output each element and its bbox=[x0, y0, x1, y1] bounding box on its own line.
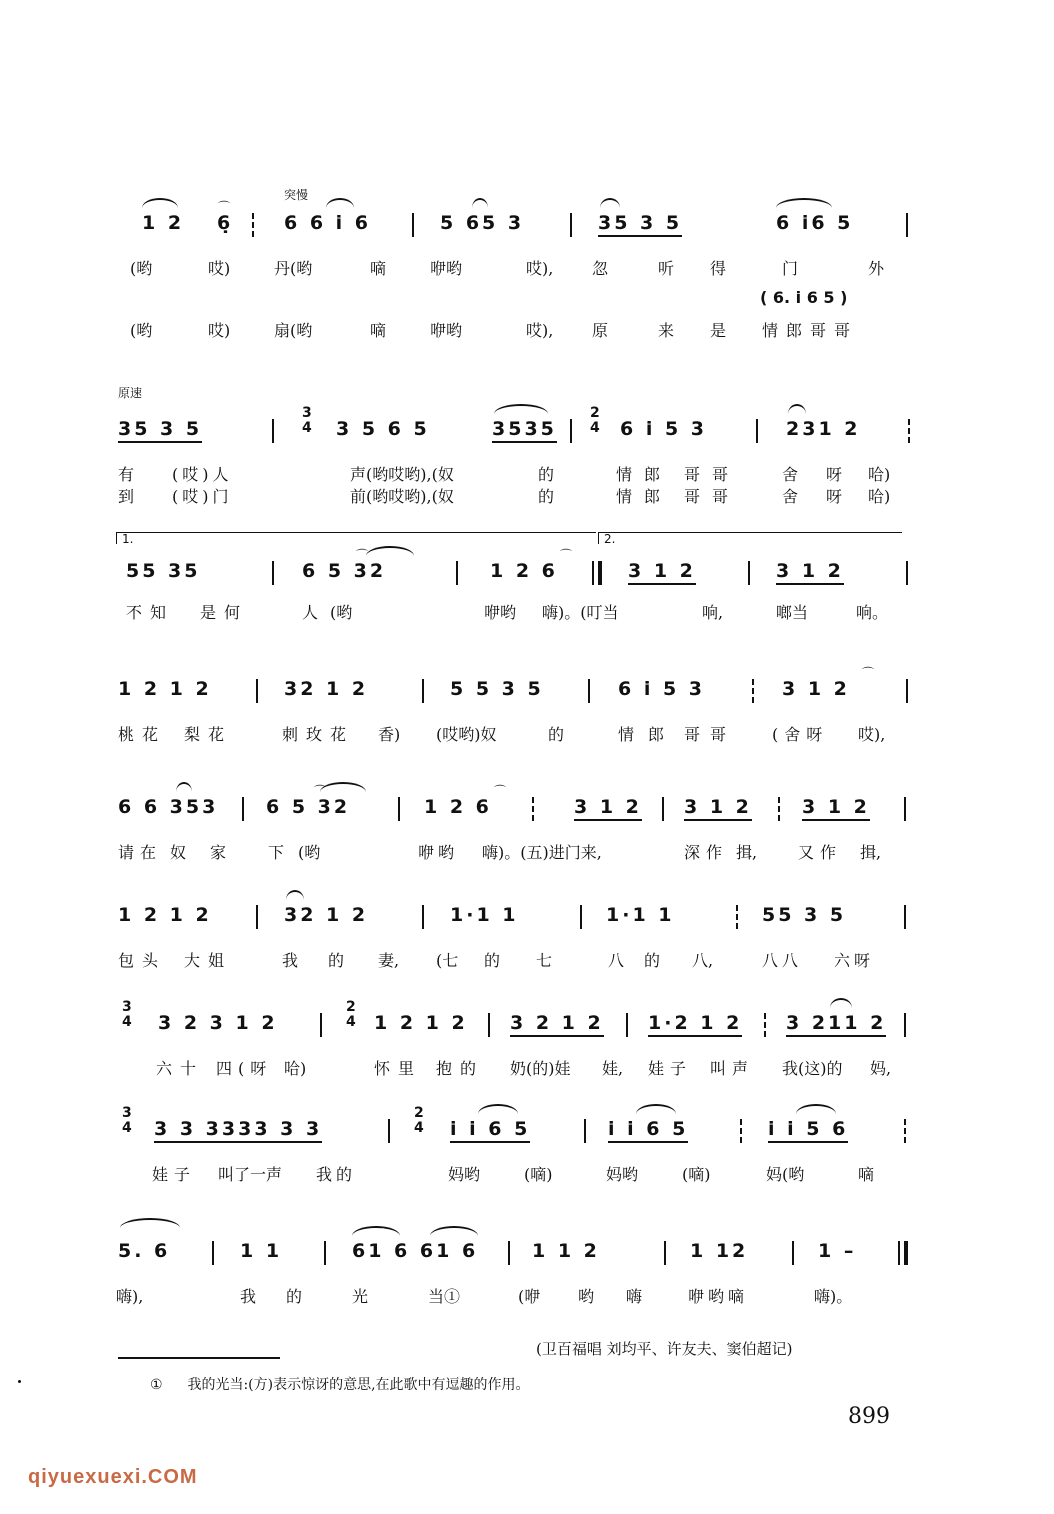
barline bbox=[508, 1241, 510, 1265]
barline bbox=[756, 419, 758, 443]
lyric: 的 bbox=[286, 1287, 303, 1306]
lyric: 娃, bbox=[602, 1059, 624, 1078]
lyric: 情郎 bbox=[616, 487, 673, 506]
barline bbox=[412, 213, 414, 237]
notation-row bbox=[112, 1105, 912, 1146]
lyrics-verse-1 bbox=[112, 600, 932, 622]
lyric: (七 bbox=[436, 951, 459, 970]
lyric: 得 bbox=[710, 259, 727, 278]
lyric: 哎), bbox=[858, 725, 886, 744]
notes-measure: 1 2 1 2 bbox=[118, 678, 212, 700]
notation-row bbox=[112, 405, 912, 446]
notes-measure: 6 i 5 3 bbox=[618, 678, 706, 700]
notation-row bbox=[112, 999, 912, 1040]
time-signature: 2 4 bbox=[414, 1105, 424, 1136]
lyric: 情郎哥哥 bbox=[762, 321, 859, 340]
lyric: 哎), bbox=[526, 259, 554, 278]
notes-measure: 1 2 6 bbox=[490, 560, 558, 582]
lyric: 嘀 bbox=[370, 321, 387, 340]
notes-measure: 5. 6 bbox=[118, 1240, 171, 1262]
lyric: 奴 bbox=[170, 843, 187, 862]
lyric: 是何 bbox=[200, 603, 249, 622]
lyric: (舍呀 bbox=[772, 725, 829, 744]
notes-measure: 35 3 5 bbox=[118, 418, 202, 443]
notes-measure: 35 3 5 bbox=[598, 212, 682, 237]
lyric: (哟 bbox=[298, 843, 321, 862]
lyric: 呀 bbox=[826, 487, 843, 506]
fermata-icon: ⌒ bbox=[560, 548, 573, 562]
notes-measure: 3 211 2 bbox=[786, 1012, 886, 1037]
lyric: 妈(哟 bbox=[766, 1165, 805, 1184]
volta-hook bbox=[116, 532, 117, 544]
lyric: 丹(哟 bbox=[274, 259, 313, 278]
lyric: 哈) bbox=[868, 465, 891, 484]
barline-dashed bbox=[908, 419, 910, 443]
lyric: 嗨 bbox=[626, 1287, 643, 1306]
lyric: 有 bbox=[118, 465, 135, 484]
lyric: 奶(的)娃 bbox=[510, 1059, 571, 1078]
notes-measure: i i 6 5 bbox=[608, 1118, 688, 1143]
lyric: 人 bbox=[302, 603, 319, 622]
lyric: 叫声 bbox=[710, 1059, 755, 1078]
lyric: (哟 bbox=[130, 259, 153, 278]
notes-measure: i i 5 6 bbox=[768, 1118, 848, 1143]
lyric: 门 bbox=[782, 259, 799, 278]
lyric: 来 bbox=[658, 321, 675, 340]
site-watermark: qiyuexuexi.COM bbox=[28, 1466, 198, 1488]
tempo-mark-original: 原速 bbox=[118, 386, 143, 400]
lyric: 的 bbox=[644, 951, 661, 970]
notes-measure: 32 1 2 bbox=[284, 904, 369, 926]
lyric: 八, bbox=[692, 951, 714, 970]
notes-measure: 1 12 bbox=[690, 1240, 749, 1262]
lyric: 咿哟 bbox=[430, 259, 463, 278]
footnote-text: 我的光当:(方)表示惊讶的意思,在此歌中有逗趣的作用。 bbox=[187, 1377, 530, 1393]
volta-2-label: 2. bbox=[604, 532, 616, 546]
barline bbox=[588, 679, 590, 703]
lyric: 哈) bbox=[284, 1059, 307, 1078]
notation-row bbox=[112, 784, 912, 824]
lyric: 咿哟 bbox=[484, 603, 517, 622]
barline bbox=[388, 1119, 390, 1143]
barline bbox=[662, 797, 664, 821]
notes-measure: 6 5 32 bbox=[302, 560, 387, 582]
notes-measure: 61 6 61 6 bbox=[352, 1240, 479, 1262]
lyrics-verse-1 bbox=[112, 722, 932, 744]
notes-measure: 3 1 2 bbox=[574, 796, 642, 821]
lyric: 前(哟哎哟),(奴 bbox=[350, 487, 454, 506]
tempo-mark-sudden-slow: 突慢 bbox=[284, 188, 309, 202]
barline bbox=[320, 1013, 322, 1037]
lyric: (哟 bbox=[130, 321, 153, 340]
slur bbox=[600, 198, 620, 208]
lyric: (嘀) bbox=[524, 1165, 553, 1184]
lyric: 我 bbox=[240, 1287, 257, 1306]
lyric: 外 bbox=[868, 259, 885, 278]
lyric: 哎), bbox=[526, 321, 554, 340]
notes-measure: 1·2 1 2 bbox=[648, 1012, 742, 1037]
time-signature: 3 4 bbox=[302, 405, 312, 436]
lyric: 妻, bbox=[378, 951, 400, 970]
barline-dashed bbox=[532, 797, 534, 821]
lyric: 的 bbox=[548, 725, 565, 744]
lyric: 不知 bbox=[126, 603, 175, 622]
barline bbox=[422, 905, 424, 929]
slur bbox=[636, 1104, 676, 1114]
barline bbox=[748, 561, 750, 585]
notes-measure: 6̣ bbox=[217, 212, 234, 234]
slur bbox=[120, 1218, 180, 1228]
barline bbox=[272, 419, 274, 443]
notes-measure: 55 35 bbox=[126, 560, 201, 582]
lyric: 梨花 bbox=[184, 725, 233, 744]
lyric: 又作 bbox=[798, 843, 843, 862]
alt-notes: ( 6. i 6 5 ) bbox=[760, 288, 848, 307]
notes-measure: 6 i 5 3 bbox=[620, 418, 708, 440]
barline bbox=[906, 561, 908, 585]
lyrics-verse-1 bbox=[112, 256, 932, 278]
lyric: 家 bbox=[210, 843, 227, 862]
slur bbox=[796, 1104, 836, 1114]
lyric: 嘀 bbox=[370, 259, 387, 278]
lyric: 刺玫花 bbox=[282, 725, 355, 744]
lyrics-verse-1 bbox=[112, 948, 932, 970]
barline bbox=[904, 905, 906, 929]
notes-measure: 6 i6 5 bbox=[776, 212, 854, 234]
lyric: 请在 bbox=[118, 843, 163, 862]
lyric: (哟 bbox=[330, 603, 353, 622]
lyric: 咿哟嘀 bbox=[688, 1287, 749, 1306]
lyric: 八八 bbox=[762, 951, 803, 970]
slur bbox=[776, 198, 832, 208]
footnote-marker: ① bbox=[150, 1377, 163, 1393]
lyric: 香) bbox=[378, 725, 401, 744]
slur bbox=[352, 1226, 400, 1236]
lyric: 响, bbox=[702, 603, 724, 622]
lyric: 我(这)的 bbox=[782, 1059, 843, 1078]
notes-measure: 1·1 1 bbox=[450, 904, 519, 926]
barline bbox=[584, 1119, 586, 1143]
lyric: 声(哟哎哟),(奴 bbox=[350, 465, 454, 484]
lyric: (嘀) bbox=[682, 1165, 711, 1184]
notes-measure: 1 2 6 bbox=[424, 796, 492, 818]
lyrics-verse-1 bbox=[112, 1056, 932, 1078]
footnote bbox=[150, 1374, 530, 1394]
lyrics-verse-1 bbox=[112, 1162, 932, 1184]
slur bbox=[472, 198, 488, 208]
lyric: 忽 bbox=[592, 259, 609, 278]
lyric: 大姐 bbox=[184, 951, 233, 970]
slur bbox=[176, 782, 192, 792]
lyric: 妈哟 bbox=[606, 1165, 639, 1184]
lyric: 舍 bbox=[782, 465, 799, 484]
barline bbox=[256, 679, 258, 703]
notes-measure: 6 5 32 bbox=[266, 796, 351, 818]
barline bbox=[570, 213, 572, 237]
lyric: (哎)人 bbox=[172, 465, 233, 484]
notes-measure: 6 6 i 6 bbox=[284, 212, 372, 234]
notes-measure: 3 3 3333 3 3 bbox=[154, 1118, 322, 1143]
barline bbox=[664, 1241, 666, 1265]
lyric: 的 bbox=[538, 465, 555, 484]
lyric: 的 bbox=[328, 951, 345, 970]
volta-bracket-2 bbox=[598, 532, 902, 533]
slur bbox=[142, 198, 178, 208]
notes-measure: 1 2 1 2 bbox=[374, 1012, 468, 1034]
final-barline bbox=[898, 1241, 900, 1265]
barline-dashed bbox=[736, 905, 738, 929]
barline bbox=[242, 797, 244, 821]
lyric: 光 bbox=[352, 1287, 369, 1306]
barline bbox=[904, 797, 906, 821]
fermata-icon: ⌒ bbox=[356, 548, 369, 562]
barline bbox=[398, 797, 400, 821]
notes-measure: 3 1 2 bbox=[802, 796, 870, 821]
lyric: 情 bbox=[618, 725, 635, 744]
lyric: 郎 bbox=[648, 725, 665, 744]
notes-measure: 3535 bbox=[492, 418, 557, 443]
lyric: 到 bbox=[118, 487, 135, 506]
transcription-credits: (卫百福唱 刘均平、许友夫、窦伯超记) bbox=[536, 1340, 793, 1358]
notation-row bbox=[112, 200, 912, 240]
lyric: (哎哟)奴 bbox=[436, 725, 497, 744]
lyric: 咿哟 bbox=[430, 321, 463, 340]
barline bbox=[456, 561, 458, 585]
barline-dashed bbox=[764, 1013, 766, 1037]
lyric: 哥哥 bbox=[684, 465, 741, 484]
lyric: 嘀 bbox=[858, 1165, 875, 1184]
notes-measure: 3 1 2 bbox=[776, 560, 844, 585]
lyric: 七 bbox=[536, 951, 553, 970]
notes-measure: 1 1 2 bbox=[532, 1240, 600, 1262]
barline-dashed bbox=[752, 679, 754, 703]
notes-measure: 3 2 1 2 bbox=[510, 1012, 604, 1037]
lyric: 妈, bbox=[870, 1059, 892, 1078]
notes-measure: 6 6 353 bbox=[118, 796, 219, 818]
lyric: 揖, bbox=[736, 843, 758, 862]
slur bbox=[286, 890, 304, 900]
lyric: 桃花 bbox=[118, 725, 167, 744]
repeat-barline bbox=[592, 561, 594, 585]
barline bbox=[580, 905, 582, 929]
fermata-icon: ⌒ bbox=[494, 784, 507, 798]
lyric: 嗨), bbox=[116, 1287, 144, 1306]
page-number: 899 bbox=[848, 1404, 890, 1429]
notes-measure: 1 2 bbox=[142, 212, 185, 234]
barline bbox=[626, 1013, 628, 1037]
fermata-icon: ⌒ bbox=[862, 666, 875, 680]
lyric: 八 bbox=[608, 951, 625, 970]
lyric: 原 bbox=[592, 321, 609, 340]
time-signature: 2 4 bbox=[590, 405, 600, 436]
barline bbox=[324, 1241, 326, 1265]
notes-measure: 1·1 1 bbox=[606, 904, 675, 926]
notes-measure: 3 5 6 5 bbox=[336, 418, 430, 440]
lyric: 哥哥 bbox=[684, 487, 741, 506]
notation-row bbox=[112, 1240, 912, 1268]
volta-hook bbox=[598, 532, 599, 544]
notes-measure: 1 1 bbox=[240, 1240, 283, 1262]
lyric: 嗨)。(叮当 bbox=[542, 603, 619, 622]
notation-row bbox=[112, 548, 912, 588]
lyric: 四(呀 bbox=[216, 1059, 273, 1078]
notes-measure: 1 2 1 2 bbox=[118, 904, 212, 926]
notes-measure: 32 1 2 bbox=[284, 678, 369, 700]
lyric: 包头 bbox=[118, 951, 167, 970]
notes-measure: i i 6 5 bbox=[450, 1118, 530, 1143]
barline bbox=[906, 679, 908, 703]
lyric: 嗨)。 bbox=[814, 1287, 853, 1306]
fermata-icon: ⌒ bbox=[218, 200, 231, 214]
barline bbox=[272, 561, 274, 585]
lyric: 叫了一声 bbox=[218, 1165, 283, 1184]
lyric: 六呀 bbox=[834, 951, 875, 970]
lyric: (咿 bbox=[518, 1287, 541, 1306]
barline-dashed bbox=[740, 1119, 742, 1143]
lyric: 的 bbox=[538, 487, 555, 506]
slur bbox=[494, 404, 548, 414]
alt-notation bbox=[112, 288, 932, 310]
lyric: 哈) bbox=[868, 487, 891, 506]
lyrics-verse-1 bbox=[112, 840, 932, 862]
notes-measure: 55 3 5 bbox=[762, 904, 847, 926]
lyric: 六十 bbox=[156, 1059, 205, 1078]
time-signature: 2 4 bbox=[346, 999, 356, 1030]
lyrics-verse-1 bbox=[112, 1284, 932, 1306]
lyrics-verse-2 bbox=[112, 484, 932, 506]
barline bbox=[904, 1013, 906, 1037]
lyric: 哟 bbox=[578, 1287, 595, 1306]
notes-measure: 5 5 3 5 bbox=[450, 678, 544, 700]
notes-measure: 1 – bbox=[818, 1240, 857, 1262]
slur bbox=[366, 546, 414, 556]
lyric: 下 bbox=[268, 843, 285, 862]
lyric: 妈哟 bbox=[448, 1165, 481, 1184]
barline-dashed bbox=[252, 213, 254, 237]
page-speck bbox=[18, 1380, 21, 1383]
slur bbox=[320, 782, 366, 792]
lyric: 我 bbox=[282, 951, 299, 970]
lyrics-verse-1 bbox=[112, 462, 932, 484]
time-signature: 3 4 bbox=[122, 999, 132, 1030]
lyric: 的 bbox=[484, 951, 501, 970]
barline bbox=[570, 419, 572, 443]
lyric: 嗨)。(五)进门来, bbox=[482, 843, 602, 862]
fermata-icon: ⌒ bbox=[314, 784, 327, 798]
barline bbox=[422, 679, 424, 703]
lyric: 我的 bbox=[316, 1165, 357, 1184]
lyric: 情郎 bbox=[616, 465, 673, 484]
lyric: 哎) bbox=[208, 259, 231, 278]
time-signature: 3 4 bbox=[122, 1105, 132, 1136]
slur bbox=[478, 1104, 518, 1114]
notes-measure: 5 65 3 bbox=[440, 212, 525, 234]
notation-row bbox=[112, 666, 912, 706]
notation-row bbox=[112, 904, 912, 932]
slur bbox=[830, 998, 852, 1008]
lyric: 是 bbox=[710, 321, 727, 340]
lyric: (哎)门 bbox=[172, 487, 233, 506]
lyric: 揖, bbox=[860, 843, 882, 862]
barline bbox=[256, 905, 258, 929]
barline bbox=[792, 1241, 794, 1265]
lyric: 舍 bbox=[782, 487, 799, 506]
lyric: 呀 bbox=[826, 465, 843, 484]
slur bbox=[788, 404, 806, 414]
footnote-divider bbox=[118, 1357, 280, 1359]
barline bbox=[212, 1241, 214, 1265]
lyric: 哥哥 bbox=[684, 725, 737, 744]
lyric: 抱的 bbox=[436, 1059, 485, 1078]
lyric: 扇(哟 bbox=[274, 321, 313, 340]
lyric: 娃子 bbox=[152, 1165, 197, 1184]
lyric: 娃子 bbox=[648, 1059, 693, 1078]
barline-dashed bbox=[778, 797, 780, 821]
volta-bracket-1 bbox=[116, 532, 596, 533]
lyric: 啷当 bbox=[776, 603, 809, 622]
barline bbox=[488, 1013, 490, 1037]
slur bbox=[326, 198, 354, 208]
lyric: 深作 bbox=[684, 843, 729, 862]
notes-measure: 3 1 2 bbox=[782, 678, 850, 700]
lyric: 咿哟 bbox=[418, 843, 459, 862]
lyric: 响。 bbox=[856, 603, 889, 622]
notes-measure: 3 1 2 bbox=[628, 560, 696, 585]
volta-1-label: 1. bbox=[122, 532, 134, 546]
lyric: 当① bbox=[428, 1287, 461, 1306]
notes-measure: 3 2 3 1 2 bbox=[158, 1012, 278, 1034]
notes-measure: 231 2 bbox=[786, 418, 861, 440]
barline-dashed bbox=[904, 1119, 906, 1143]
lyric: 听 bbox=[658, 259, 675, 278]
lyric: 怀里 bbox=[374, 1059, 423, 1078]
lyrics-verse-2 bbox=[112, 318, 932, 340]
barline bbox=[906, 213, 908, 237]
lyric: 哎) bbox=[208, 321, 231, 340]
slur bbox=[430, 1226, 478, 1236]
notes-measure: 3 1 2 bbox=[684, 796, 752, 821]
